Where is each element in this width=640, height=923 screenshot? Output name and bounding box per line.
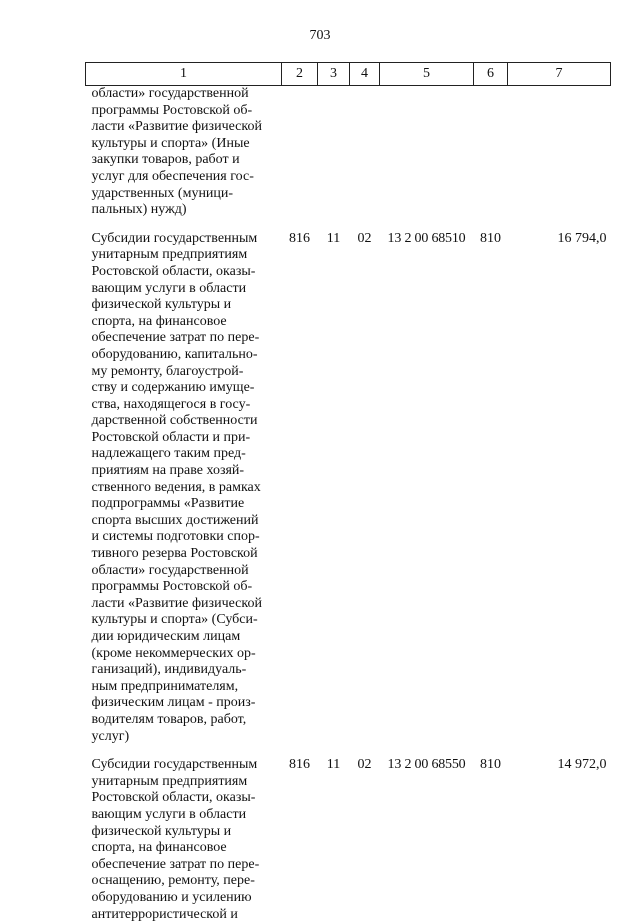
column-header-3: 3 [318,63,350,86]
row-subsection-code: 02 [357,757,372,773]
row-target-article: 13 2 00 68550 [387,757,466,773]
row-expense-type: 810 [480,757,501,773]
row-expense-type: 810 [480,230,501,246]
row-ministry-code [282,86,318,219]
row-section-code [318,86,350,219]
budget-table [85,62,611,923]
row-spacer [86,745,611,757]
page-number: 703 [309,28,331,43]
row-target-article [380,86,474,219]
row-target-article: 13 2 00 68510 [387,230,466,246]
row-expense-type [474,86,508,219]
row-section-code: 11 [326,757,341,773]
row-subsection-code: 02 [357,230,372,246]
table-row [86,231,611,745]
column-header-7: 7 [508,63,611,86]
row-name: Субсидии государственным унитарным предприятиям Ростовской области, оказы- вающим услуги в области физической культуры и спорта, на финансовое обеспечение затрат по пере- оборудованию, капитально- му ремонту, благоустрой- ству и содержанию имуще- ства, находящегося в госу- дарственной собственности Ростовской области и при- надлежащего таким пред- приятиям на праве хозяй- ственного ведения, в рамках подпрограммы «Развитие спорта высших достижений и системы подготовки спор- тивного резерва Ростовской области» государственной программы Ростовской об- ласти «Развитие физической культуры и спорта» (Субси- дии юридическим лицам (кроме некоммерческих ор- ганизаций), индивидуаль- ным предпринимателям, физическим лицам - произ- водителям товаров, работ, услуг) [91,230,262,744]
header-row [86,63,611,86]
column-header-6: 6 [474,63,508,86]
row-spacer [86,219,611,231]
row-name: Субсидии государственным унитарным предприятиям Ростовской области, оказы- вающим услуги в области физической культуры и спорта, на финансовое обеспечение затрат по пере- оснащению, ремонту, пере- оборудованию и усилению антитеррористической и [91,757,260,922]
row-ministry-code: 816 [289,230,310,246]
row-amount [508,86,611,219]
row-name: области» государственной программы Ростовской об- ласти «Развитие физической культуры и спорта» (Иные закупки товаров, работ и услуг для обеспечения гос- ударственных (муници- пальных) нужд) [91,86,262,218]
row-amount: 14 972,0 [557,757,607,773]
table-row [86,86,611,219]
row-subsection-code [350,86,380,219]
row-section-code: 11 [326,230,341,246]
row-amount: 16 794,0 [557,230,607,246]
column-header-5: 5 [380,63,474,86]
column-header-1: 1 [86,63,282,86]
row-ministry-code: 816 [289,757,310,773]
column-header-2: 2 [282,63,318,86]
column-header-4: 4 [350,63,380,86]
table-row [86,757,611,923]
